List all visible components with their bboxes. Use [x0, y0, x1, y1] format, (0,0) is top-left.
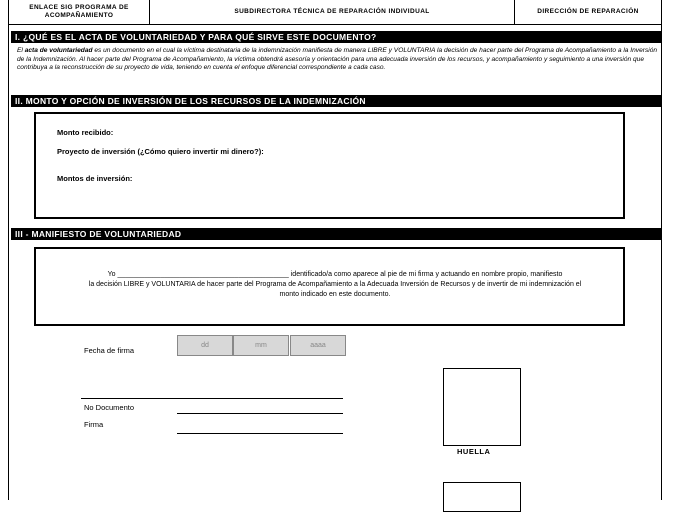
- firma-field[interactable]: [177, 433, 343, 434]
- manifiesto-text: [41, 270, 629, 300]
- date-year-field[interactable]: aaaa: [290, 335, 346, 356]
- header-row: [9, 0, 661, 25]
- no-documento-label: No Documento: [84, 403, 135, 412]
- fecha-firma-label: Fecha de firma: [84, 346, 135, 355]
- proyecto-inversion-label: Proyecto de inversión (¿Cómo quiero invertir mi dinero?):: [57, 147, 264, 156]
- huella-label: HUELLA: [457, 447, 491, 456]
- date-month-field[interactable]: mm: [233, 335, 289, 356]
- manifiesto-line-3: monto indicado en este documento.: [279, 291, 391, 298]
- section-1-title: I. ¿QUÉ ES EL ACTA DE VOLUNTARIEDAD Y PARA QUÉ SIRVE ESTE DOCUMENTO?: [11, 31, 661, 43]
- manifiesto-line-2: la decisión LIBRE y VOLUNTARIA de hacer parte del Programa de Acompañamiento a la Adecuada Inversión de Recursos y de invertir de mi indemnización el: [88, 281, 582, 288]
- form-page: [8, 0, 662, 500]
- section-1-text: [17, 47, 659, 73]
- header-cell-subdirectora: SUBDIRECTORA TÉCNICA DE REPARACIÓN INDIVIDUAL: [150, 0, 515, 24]
- section-3-title: III - MANIFIESTO DE VOLUNTARIEDAD: [11, 228, 661, 240]
- manifiesto-line-1: Yo ____________________________________________ identificado/a como aparece al pie de mi firma y actuando en nombre propio, manifiesto: [107, 271, 563, 278]
- second-huella-box: [443, 482, 521, 512]
- montos-inversion-label: Montos de inversión:: [57, 174, 133, 183]
- date-day-field[interactable]: dd: [177, 335, 233, 356]
- inversion-box: [34, 112, 625, 219]
- intro-lead: El: [17, 47, 23, 54]
- header-cell-enlace: ENLACE SIG PROGRAMA DE ACOMPAÑAMIENTO: [9, 0, 150, 24]
- signature-line: [81, 398, 343, 399]
- header-cell-direccion: DIRECCIÓN DE REPARACIÓN: [537, 8, 639, 15]
- no-documento-field[interactable]: [177, 413, 343, 414]
- intro-term: acta de voluntariedad: [24, 47, 93, 54]
- section-2-title: II. MONTO Y OPCIÓN DE INVERSIÓN DE LOS RECURSOS DE LA INDEMNIZACIÓN: [11, 95, 661, 107]
- intro-body: es un documento en el cual la víctima destinataria de la indemnización manifiesta de manera LIBRE y VOLUNTARIA la decisión de hacer parte del Programa de Acompañamiento a la Inversión de la Indemnización. Al hacer parte del Programa de Acompañamiento, la víctima obtendrá asesoría y orientación para una adecuada inversión de los recursos, y acompañamiento y seguimiento a una inversión que contribuya a la reconstrucción de su proyecto de vida, teniendo en cuenta el enfoque diferencial correspondiente a cada caso.: [17, 47, 658, 72]
- monto-recibido-label: Monto recibido:: [57, 128, 114, 137]
- huella-box: [443, 368, 521, 446]
- firma-label: Firma: [84, 420, 104, 429]
